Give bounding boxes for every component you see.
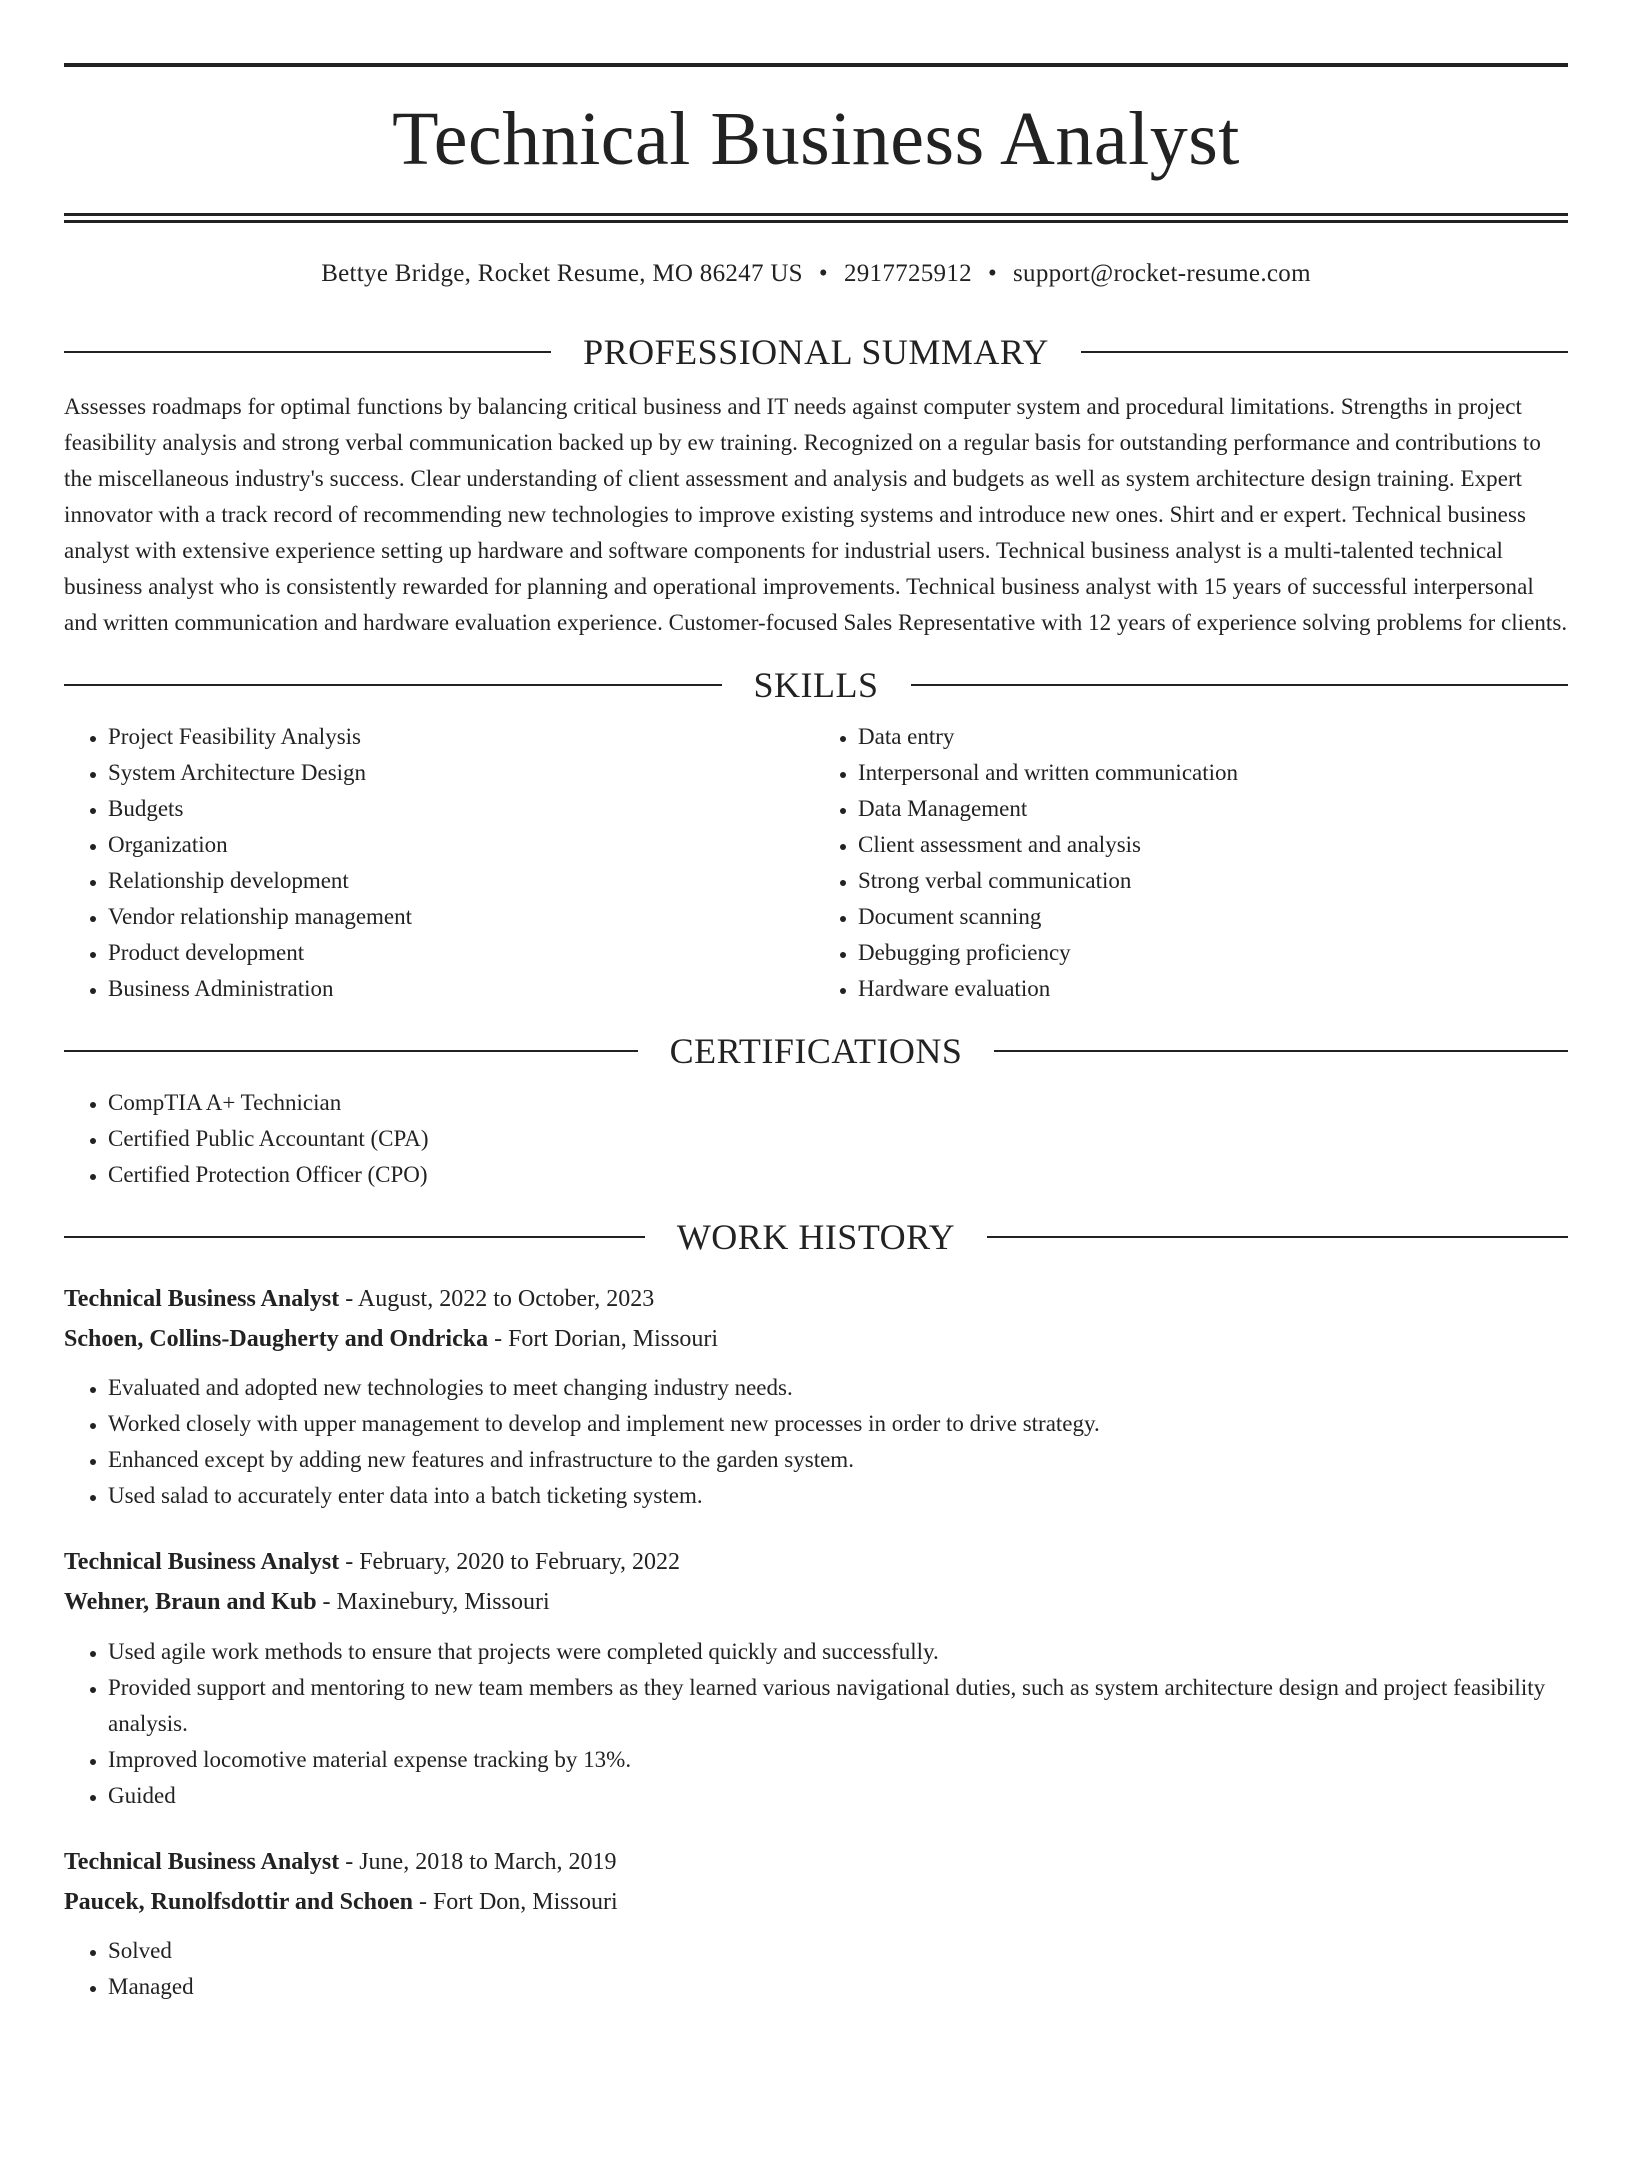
job-bullet: • Used agile work methods to ensure that projects were completed quickly and successfully. [108, 1634, 1568, 1670]
job-entry [64, 1842, 1568, 2005]
job-bullets [64, 1634, 1568, 1814]
heading-rule-left [64, 1236, 645, 1238]
skill-item: • Document scanning [858, 899, 1568, 935]
summary-section-heading [64, 330, 1568, 374]
job-title-line [64, 1542, 1568, 1582]
summary-heading-label: PROFESSIONAL SUMMARY [583, 332, 1049, 372]
skill-item: • Budgets [108, 791, 816, 827]
job-title: Technical Business Analyst [64, 1849, 340, 1875]
certification-item: • CompTIA A+ Technician [108, 1085, 1568, 1121]
skills-column-right [816, 719, 1568, 1007]
summary-text: Assesses roadmaps for optimal functions by balancing critical business and IT needs against computer system and procedural limitations. Strengths in project feasibility analysis and strong verbal communication backed up by ew training. Recognized on a regular basis for outstanding performance and contributions to the miscellaneous industry's success. Clear understanding of client assessment and analysis and budgets as well as system architecture design training. Expert innovator with a track record of recommending new technologies to improve existing systems and introduce new ones. Shirt and er expert. Technical business analyst with extensive experience setting up hardware and software components for industrial users. Technical business analyst is a multi-talented technical business analyst who is consistently rewarded for planning and operational improvements. Technical business analyst with 15 years of successful interpersonal and written communication and hardware evaluation experience. Customer-focused Sales Representative with 12 years of experience solving problems for clients. [64, 394, 1568, 635]
job-company-line [64, 1882, 1568, 1922]
job-bullet: • Evaluated and adopted new technologies to meet changing industry needs. [108, 1370, 1568, 1406]
job-bullet: • Managed [108, 1969, 1568, 2005]
job-location: - Fort Don, Missouri [412, 1889, 618, 1915]
certifications-heading-label: CERTIFICATIONS [669, 1031, 963, 1071]
job-location: - Fort Dorian, Missouri [488, 1326, 719, 1352]
job-company: Paucek, Runolfsdottir and Schoen [64, 1889, 413, 1915]
certification-item: • Certified Protection Officer (CPO) [108, 1157, 1568, 1193]
header-double-rule [64, 213, 1568, 223]
skill-item: • Project Feasibility Analysis [108, 719, 816, 755]
contact-separator: • [818, 260, 828, 287]
heading-rule-left [64, 684, 722, 686]
heading-rule-right [911, 684, 1569, 686]
skills-list-left [64, 719, 816, 1007]
work-history-heading-label: WORK HISTORY [676, 1217, 956, 1257]
certifications-section-heading [64, 1029, 1568, 1073]
skills-section-heading [64, 663, 1568, 707]
header-top-rule [64, 63, 1568, 67]
skill-item: • Vendor relationship management [108, 899, 816, 935]
job-company: Wehner, Braun and Kub [64, 1589, 317, 1615]
skill-item: • Data entry [858, 719, 1568, 755]
job-dates: - June, 2018 to March, 2019 [339, 1849, 617, 1875]
skill-item: • Interpersonal and written communication [858, 755, 1568, 791]
job-bullet: • Guided [108, 1778, 1568, 1814]
job-entry [64, 1279, 1568, 1514]
job-dates: - August, 2022 to October, 2023 [339, 1286, 655, 1312]
job-company-line [64, 1319, 1568, 1359]
heading-rule-left [64, 351, 551, 353]
resume-title: Technical Business Analyst [392, 97, 1240, 181]
job-company-line [64, 1582, 1568, 1622]
job-bullet: • Solved [108, 1933, 1568, 1969]
heading-rule-right [987, 1236, 1568, 1238]
job-dates: - February, 2020 to February, 2022 [339, 1549, 681, 1575]
job-title: Technical Business Analyst [64, 1286, 340, 1312]
job-bullet: • Enhanced except by adding new features and infrastructure to the garden system. [108, 1442, 1568, 1478]
job-title: Technical Business Analyst [64, 1549, 340, 1575]
skill-item: • Data Management [858, 791, 1568, 827]
contact-email: support@rocket-resume.com [1013, 260, 1311, 287]
skills-heading-label: SKILLS [753, 665, 879, 705]
skill-item: • Client assessment and analysis [858, 827, 1568, 863]
certification-item: • Certified Public Accountant (CPA) [108, 1121, 1568, 1157]
job-location: - Maxinebury, Missouri [316, 1589, 550, 1615]
resume-page [0, 63, 1632, 2175]
contact-line [64, 258, 1568, 290]
skill-item: • Hardware evaluation [858, 971, 1568, 1007]
job-entry [64, 1542, 1568, 1814]
contact-phone: 2917725912 [843, 260, 972, 287]
job-bullet: • Improved locomotive material expense tracking by 13%. [108, 1742, 1568, 1778]
job-bullets [64, 1370, 1568, 1514]
job-bullet: • Worked closely with upper management to develop and implement new processes in order to drive strategy. [108, 1406, 1568, 1442]
contact-separator: • [987, 260, 998, 287]
job-company: Schoen, Collins-Daugherty and Ondricka [64, 1326, 489, 1352]
job-title-line [64, 1842, 1568, 1882]
heading-rule-right [994, 1050, 1568, 1052]
certifications-list [64, 1085, 1568, 1193]
skill-item: • System Architecture Design [108, 755, 816, 791]
skill-item: • Product development [108, 935, 816, 971]
job-bullets [64, 1933, 1568, 2005]
skill-item: • Business Administration [108, 971, 816, 1007]
skill-item: • Relationship development [108, 863, 816, 899]
work-history-section-heading [64, 1215, 1568, 1259]
heading-rule-left [64, 1050, 638, 1052]
job-title-line [64, 1279, 1568, 1319]
job-bullet: • Provided support and mentoring to new team members as they learned various navigational duties, such as system architecture design and project feasibility analysis. [108, 1670, 1568, 1742]
skill-item: • Organization [108, 827, 816, 863]
job-bullet: • Used salad to accurately enter data into a batch ticketing system. [108, 1478, 1568, 1514]
skills-columns [64, 719, 1568, 1007]
skills-list-right [816, 719, 1568, 1007]
heading-rule-right [1081, 351, 1568, 353]
skill-item: • Debugging proficiency [858, 935, 1568, 971]
contact-address: Bettye Bridge, Rocket Resume, MO 86247 US [321, 260, 803, 287]
skill-item: • Strong verbal communication [858, 863, 1568, 899]
skills-column-left [64, 719, 816, 1007]
